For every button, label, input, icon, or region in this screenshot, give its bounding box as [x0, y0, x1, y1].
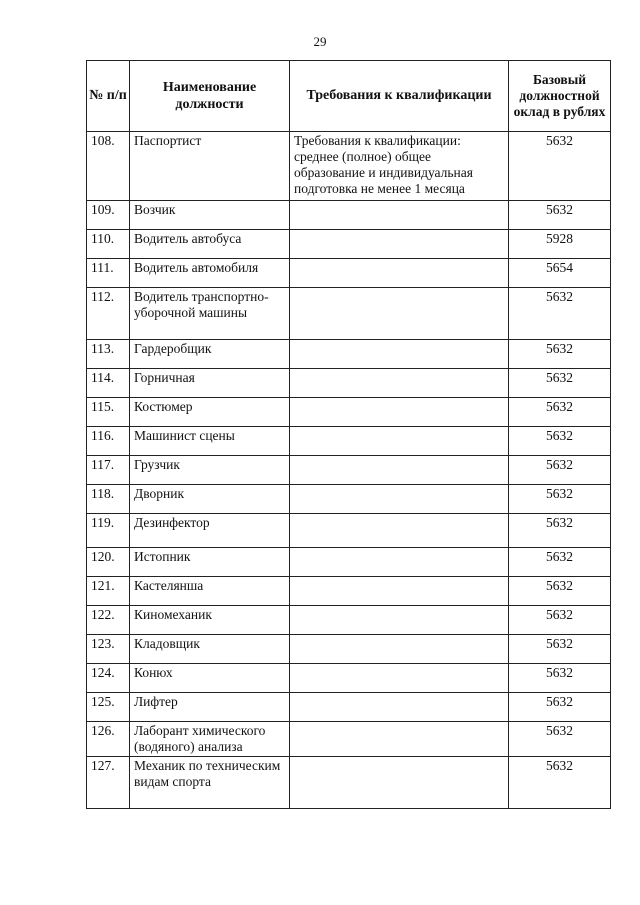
table-row [87, 577, 611, 606]
table-row [87, 485, 611, 514]
cell-requirements [290, 514, 509, 548]
cell-num: 126. [87, 722, 130, 757]
cell-requirements [290, 201, 509, 230]
cell-salary: 5928 [509, 230, 611, 259]
cell-requirements [290, 427, 509, 456]
cell-num: 124. [87, 664, 130, 693]
cell-salary: 5632 [509, 201, 611, 230]
cell-name: Гардеробщик [130, 340, 290, 369]
cell-name: Кастелянша [130, 577, 290, 606]
cell-salary: 5632 [509, 485, 611, 514]
cell-salary: 5632 [509, 664, 611, 693]
table-row [87, 369, 611, 398]
cell-salary: 5632 [509, 369, 611, 398]
cell-requirements [290, 664, 509, 693]
table-row [87, 288, 611, 340]
cell-salary: 5632 [509, 288, 611, 340]
cell-salary: 5632 [509, 577, 611, 606]
cell-num: 111. [87, 259, 130, 288]
cell-name: Паспортист [130, 132, 290, 201]
cell-num: 127. [87, 757, 130, 809]
cell-requirements [290, 456, 509, 485]
cell-requirements [290, 230, 509, 259]
cell-requirements [290, 369, 509, 398]
table-row [87, 664, 611, 693]
cell-num: 112. [87, 288, 130, 340]
cell-requirements [290, 606, 509, 635]
cell-requirements [290, 485, 509, 514]
cell-salary: 5632 [509, 456, 611, 485]
cell-name: Возчик [130, 201, 290, 230]
cell-name: Машинист сцены [130, 427, 290, 456]
cell-salary: 5632 [509, 548, 611, 577]
positions-table [86, 60, 611, 809]
table-row [87, 514, 611, 548]
cell-salary: 5632 [509, 757, 611, 809]
cell-name: Костюмер [130, 398, 290, 427]
cell-name: Кладовщик [130, 635, 290, 664]
cell-name: Истопник [130, 548, 290, 577]
table-row [87, 230, 611, 259]
table-row [87, 548, 611, 577]
cell-salary: 5632 [509, 722, 611, 757]
header-requirements: Требования к квалификации [290, 61, 509, 132]
cell-num: 114. [87, 369, 130, 398]
cell-salary: 5632 [509, 693, 611, 722]
cell-name: Грузчик [130, 456, 290, 485]
table-header-row [87, 61, 611, 132]
table-row [87, 456, 611, 485]
cell-num: 117. [87, 456, 130, 485]
cell-salary: 5632 [509, 514, 611, 548]
table-row [87, 722, 611, 757]
cell-salary: 5632 [509, 427, 611, 456]
cell-num: 116. [87, 427, 130, 456]
cell-requirements [290, 548, 509, 577]
table-row [87, 757, 611, 809]
cell-name: Водитель автобуса [130, 230, 290, 259]
table-row [87, 635, 611, 664]
header-name: Наименование должности [130, 61, 290, 132]
table-row [87, 132, 611, 201]
cell-num: 118. [87, 485, 130, 514]
cell-num: 121. [87, 577, 130, 606]
cell-requirements [290, 288, 509, 340]
table-row [87, 259, 611, 288]
cell-name: Водитель автомобиля [130, 259, 290, 288]
cell-requirements [290, 757, 509, 809]
cell-requirements [290, 635, 509, 664]
table-row [87, 693, 611, 722]
cell-salary: 5632 [509, 398, 611, 427]
cell-num: 119. [87, 514, 130, 548]
cell-name: Водитель транспортно-уборочной машины [130, 288, 290, 340]
cell-requirements [290, 259, 509, 288]
cell-salary: 5632 [509, 340, 611, 369]
cell-name: Механик по техническим видам спорта [130, 757, 290, 809]
cell-name: Киномеханик [130, 606, 290, 635]
cell-num: 122. [87, 606, 130, 635]
cell-num: 123. [87, 635, 130, 664]
cell-salary: 5632 [509, 606, 611, 635]
cell-salary: 5632 [509, 635, 611, 664]
cell-num: 108. [87, 132, 130, 201]
cell-requirements [290, 398, 509, 427]
cell-requirements [290, 722, 509, 757]
table-row [87, 201, 611, 230]
cell-num: 115. [87, 398, 130, 427]
cell-num: 113. [87, 340, 130, 369]
header-num: № п/п [87, 61, 130, 132]
cell-name: Конюх [130, 664, 290, 693]
table-row [87, 427, 611, 456]
table-row [87, 606, 611, 635]
cell-num: 109. [87, 201, 130, 230]
cell-requirements [290, 577, 509, 606]
cell-num: 125. [87, 693, 130, 722]
cell-name: Лифтер [130, 693, 290, 722]
header-salary: Базовый должностной оклад в рублях [509, 61, 611, 132]
cell-name: Горничная [130, 369, 290, 398]
cell-name: Лаборант химического (водяного) анализа [130, 722, 290, 757]
cell-num: 110. [87, 230, 130, 259]
cell-requirements [290, 340, 509, 369]
table-row [87, 398, 611, 427]
cell-salary: 5654 [509, 259, 611, 288]
table-row [87, 340, 611, 369]
cell-name: Дезинфектор [130, 514, 290, 548]
cell-num: 120. [87, 548, 130, 577]
cell-requirements: Требования к квалификации: среднее (полное) общее образование и индивидуальная подготовка не менее 1 месяца [290, 132, 509, 201]
cell-salary: 5632 [509, 132, 611, 201]
cell-requirements [290, 693, 509, 722]
cell-name: Дворник [130, 485, 290, 514]
page-number: 29 [313, 34, 327, 49]
